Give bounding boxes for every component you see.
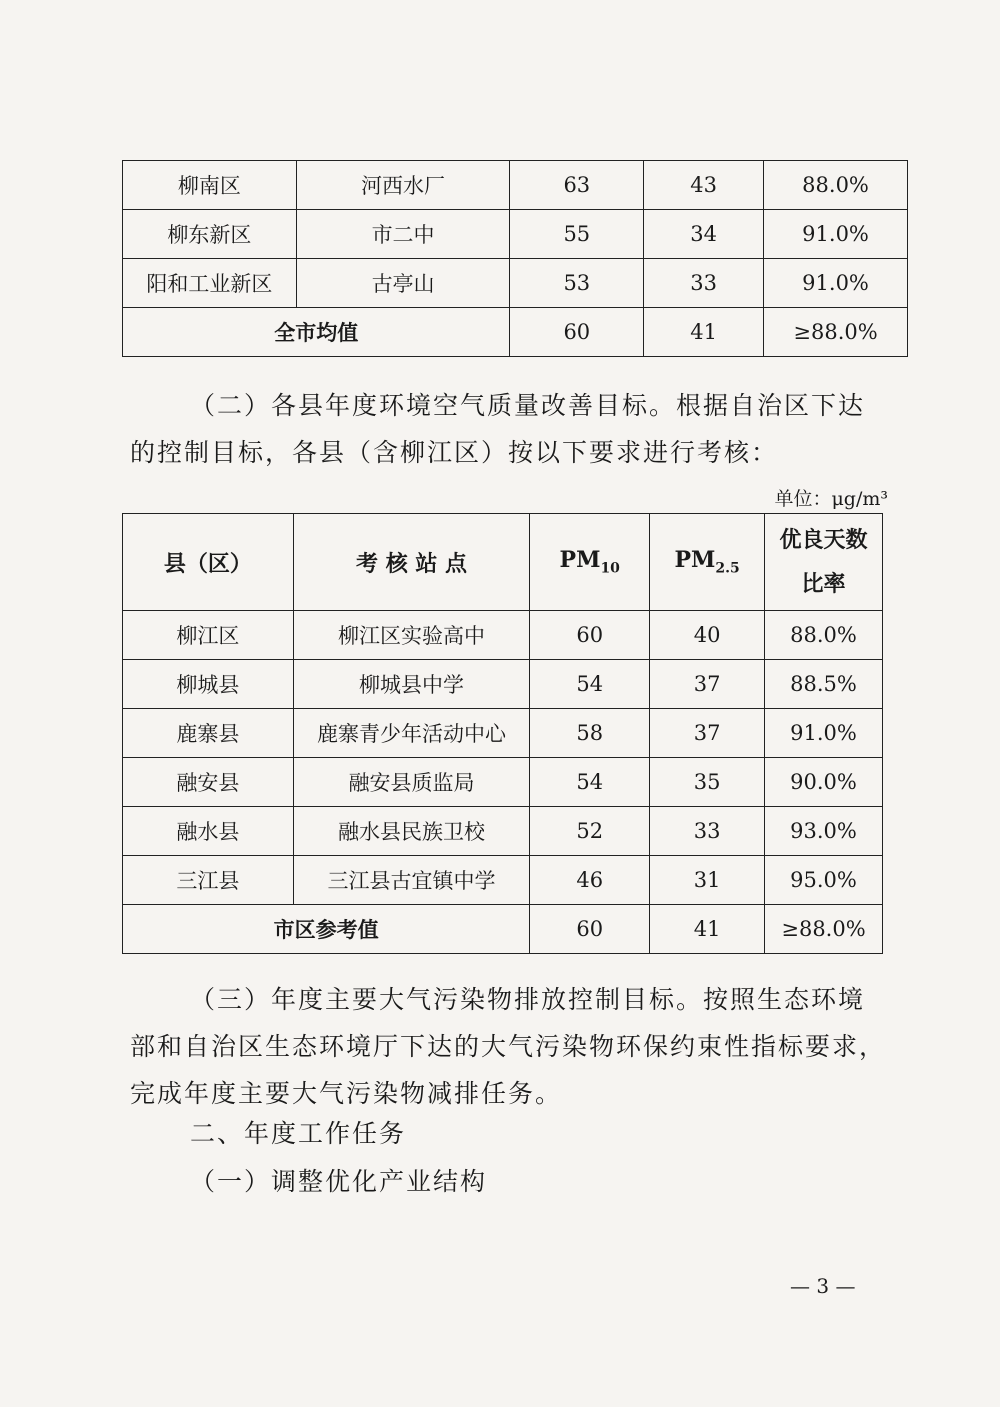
pm10-cell: 63 <box>510 161 644 210</box>
table-row <box>123 709 883 758</box>
ratio-cell: 93.0% <box>765 807 883 856</box>
pm10-cell: 55 <box>510 210 644 259</box>
pm25-cell: 43 <box>644 161 764 210</box>
ratio-cell: 91.0% <box>764 210 908 259</box>
station-cell: 融安县质监局 <box>293 758 530 807</box>
county-cell: 融水县 <box>123 807 294 856</box>
station-cell: 古亭山 <box>296 259 510 308</box>
table-row <box>123 856 883 905</box>
table-row <box>123 660 883 709</box>
county-cell: 柳江区 <box>123 611 294 660</box>
table-row <box>123 259 908 308</box>
pm10-cell: 60 <box>530 905 650 954</box>
pm25-cell: 35 <box>650 758 765 807</box>
ratio-header: 优良天数比率 <box>765 514 883 611</box>
table-row <box>123 807 883 856</box>
ratio-cell: 88.0% <box>765 611 883 660</box>
unit-label: 单位：μg/m³ <box>774 488 888 510</box>
pm10-cell: 58 <box>530 709 650 758</box>
table-summary-row <box>123 905 883 954</box>
paragraph-county-targets: （二）各县年度环境空气质量改善目标。根据自治区下达的控制目标，各县（含柳江区）按以下要求进行考核： <box>130 391 866 467</box>
subsection-heading: （一）调整优化产业结构 <box>190 1167 488 1196</box>
pm25-header: $PM_{2.5}$ <box>650 514 765 611</box>
district-cell: 柳南区 <box>123 161 297 210</box>
table-header-row <box>123 514 883 611</box>
ratio-cell: 88.5% <box>765 660 883 709</box>
county-header: 县（区） <box>123 514 294 611</box>
pm25-cell: 34 <box>644 210 764 259</box>
pm25-cell: 41 <box>644 308 764 357</box>
county-air-quality-table <box>122 513 883 954</box>
table-row <box>123 210 908 259</box>
pm25-cell: 33 <box>644 259 764 308</box>
summary-label: 市区参考值 <box>123 905 530 954</box>
pm25-cell: 37 <box>650 660 765 709</box>
station-header: 考 核 站 点 <box>293 514 530 611</box>
table-summary-row <box>123 308 908 357</box>
ratio-cell: ≥88.0% <box>765 905 883 954</box>
pm10-cell: 54 <box>530 758 650 807</box>
station-cell: 河西水厂 <box>296 161 510 210</box>
table-row <box>123 611 883 660</box>
pm10-cell: 60 <box>510 308 644 357</box>
station-cell: 融水县民族卫校 <box>293 807 530 856</box>
table-row <box>123 161 908 210</box>
pm10-header: $PM_{10}$ <box>530 514 650 611</box>
pm10-cell: 54 <box>530 660 650 709</box>
ratio-cell: 91.0% <box>764 259 908 308</box>
pm25-cell: 31 <box>650 856 765 905</box>
district-cell: 柳东新区 <box>123 210 297 259</box>
summary-label: 全市均值 <box>123 308 510 357</box>
station-cell: 柳江区实验高中 <box>293 611 530 660</box>
pm10-cell: 46 <box>530 856 650 905</box>
section-heading: 二、年度工作任务 <box>190 1119 407 1148</box>
pm25-cell: 37 <box>650 709 765 758</box>
station-cell: 柳城县中学 <box>293 660 530 709</box>
ratio-cell: 95.0% <box>765 856 883 905</box>
county-cell: 鹿寨县 <box>123 709 294 758</box>
pm10-cell: 60 <box>530 611 650 660</box>
pm25-cell: 33 <box>650 807 765 856</box>
pm25-cell: 41 <box>650 905 765 954</box>
ratio-cell: 91.0% <box>765 709 883 758</box>
district-cell: 阳和工业新区 <box>123 259 297 308</box>
ratio-cell: ≥88.0% <box>764 308 908 357</box>
ratio-cell: 90.0% <box>765 758 883 807</box>
ratio-cell: 88.0% <box>764 161 908 210</box>
county-cell: 融安县 <box>123 758 294 807</box>
pm10-cell: 53 <box>510 259 644 308</box>
table-row <box>123 758 883 807</box>
station-cell: 市二中 <box>296 210 510 259</box>
county-cell: 三江县 <box>123 856 294 905</box>
station-cell: 三江县古宜镇中学 <box>293 856 530 905</box>
pm10-cell: 52 <box>530 807 650 856</box>
city-air-quality-table <box>122 160 908 357</box>
pm25-cell: 40 <box>650 611 765 660</box>
page-number: — 3 — <box>790 1274 856 1298</box>
station-cell: 鹿寨青少年活动中心 <box>293 709 530 758</box>
paragraph-emission-targets: （三）年度主要大气污染物排放控制目标。按照生态环境部和自治区生态环境厅下达的大气污染物环保约束性指标要求，完成年度主要大气污染物减排任务。 <box>130 985 887 1108</box>
county-cell: 柳城县 <box>123 660 294 709</box>
